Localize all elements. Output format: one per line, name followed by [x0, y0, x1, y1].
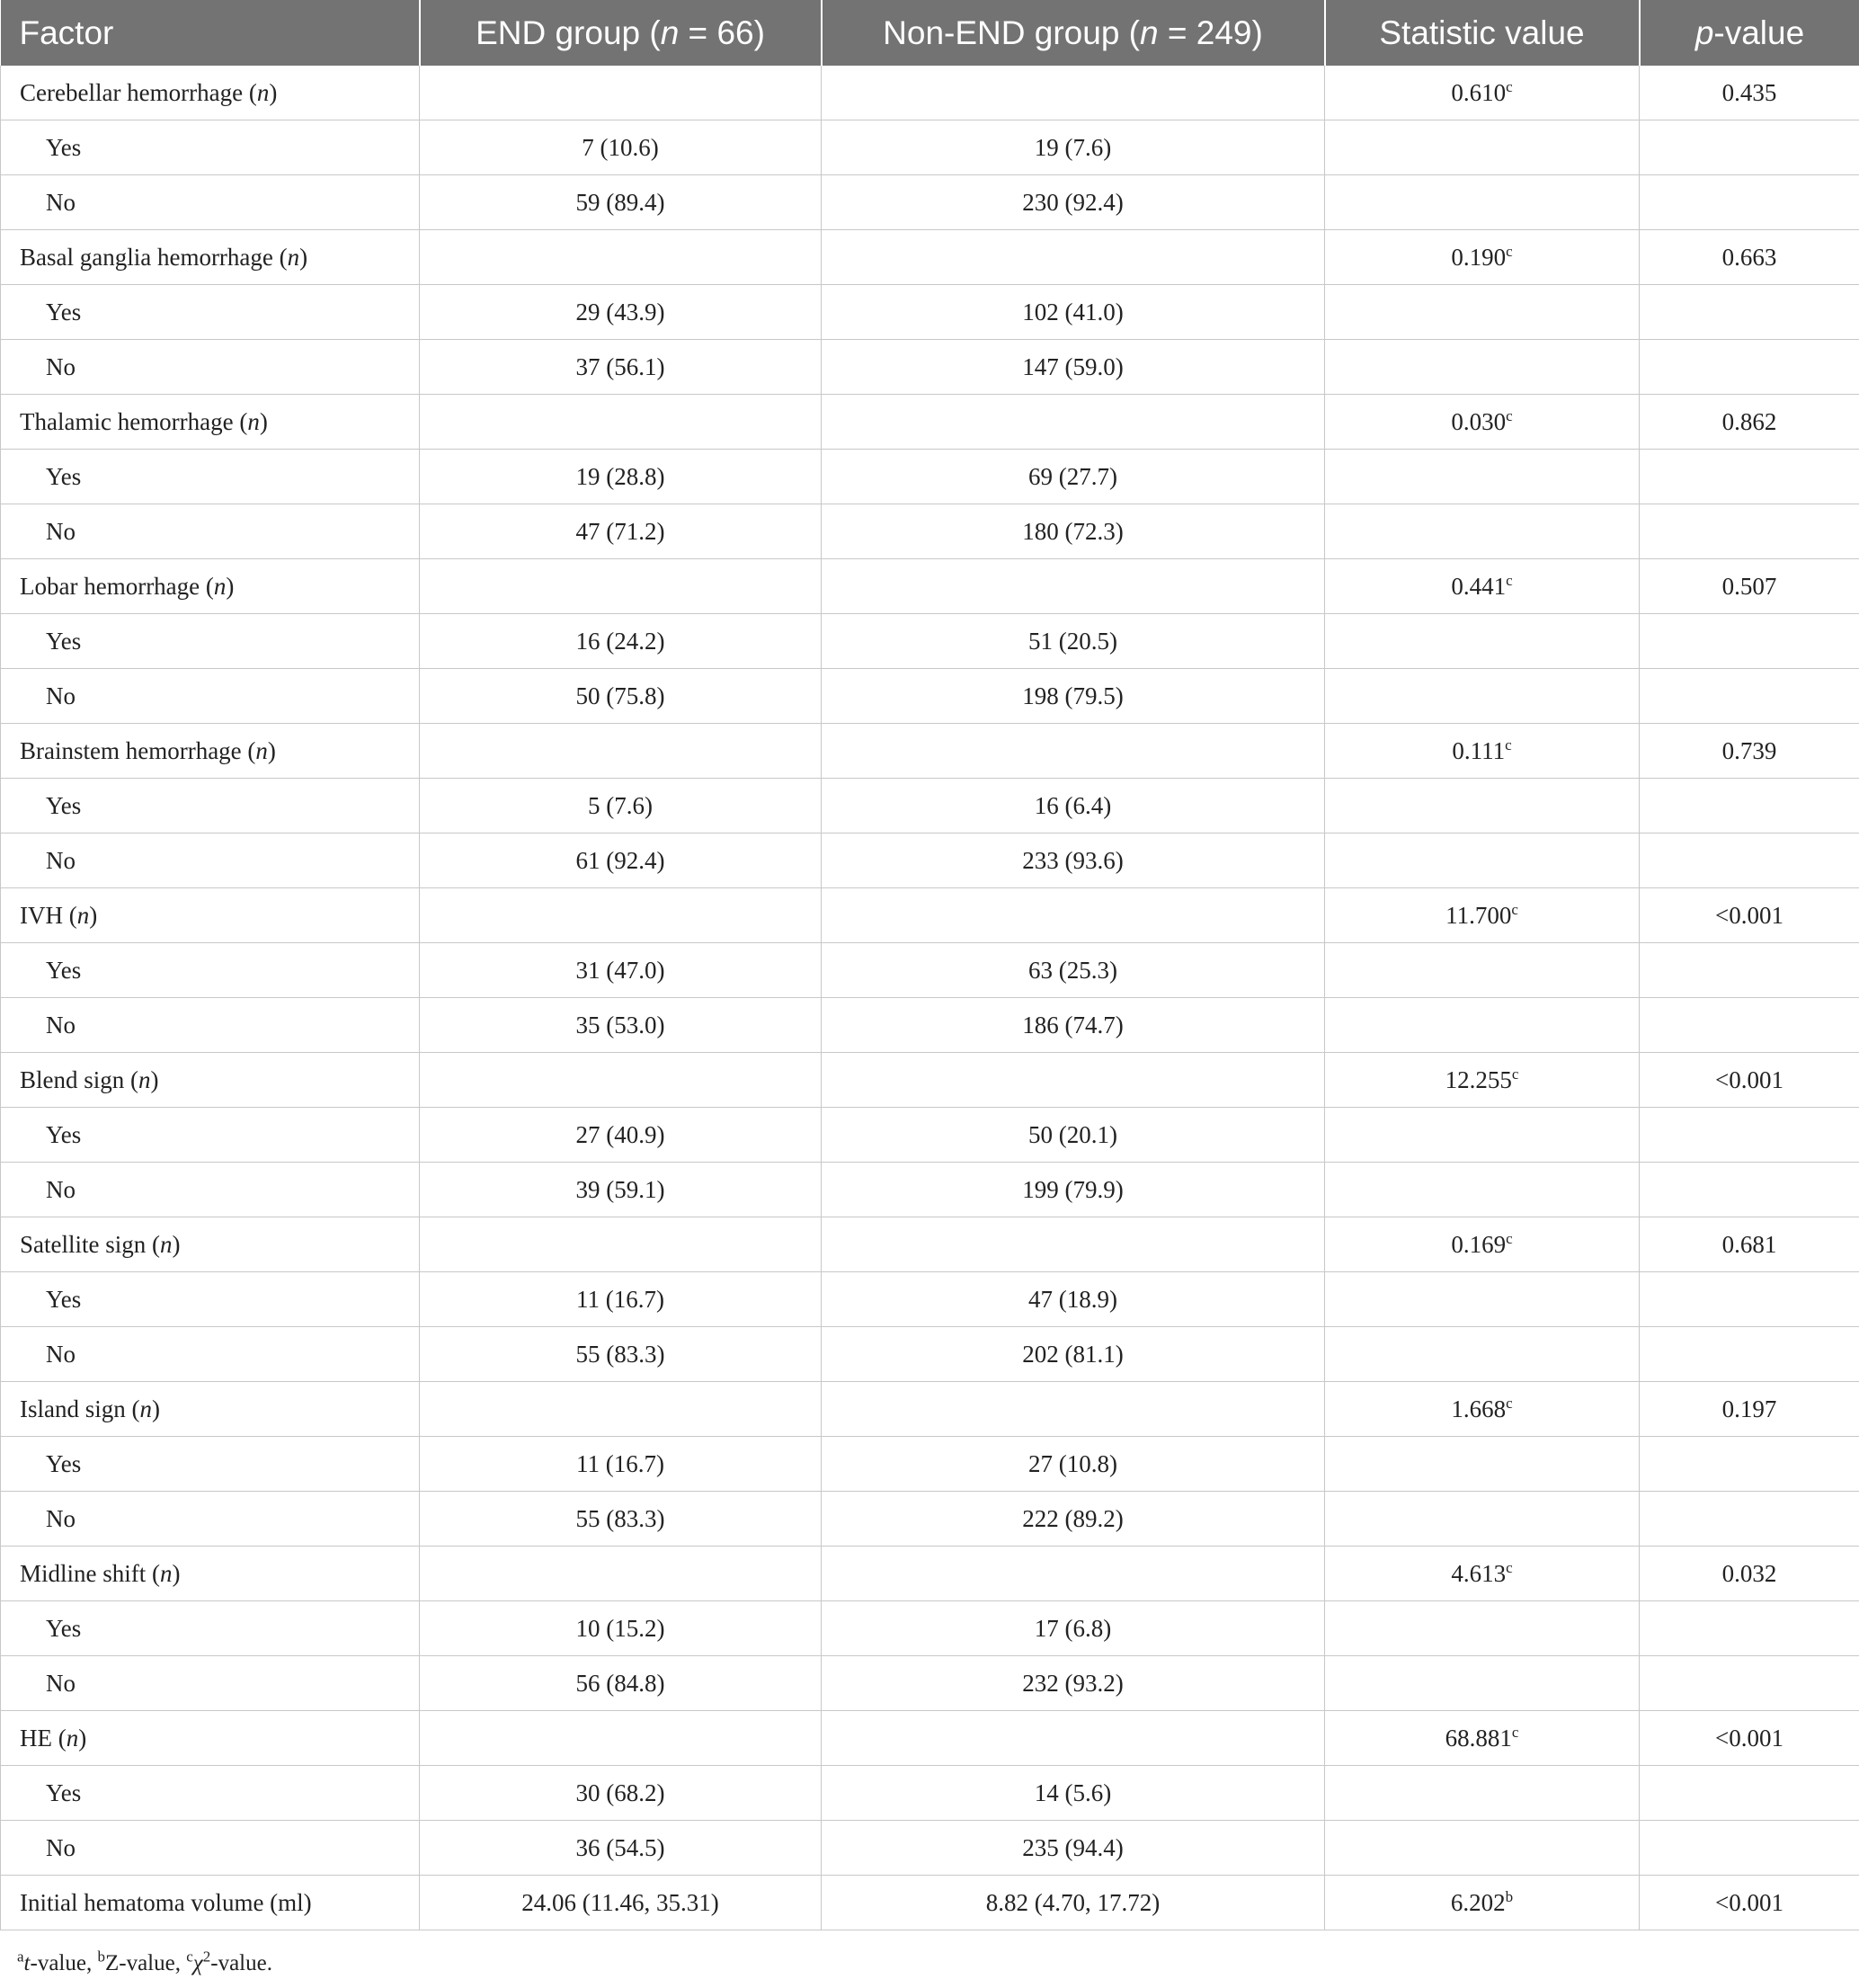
end-cell	[420, 559, 822, 614]
end-cell	[420, 230, 822, 285]
end-cell	[420, 1053, 822, 1108]
table-row	[1, 669, 1859, 724]
factor-label: Midline shift (	[20, 1559, 160, 1587]
factor-n: n	[138, 1065, 151, 1093]
statistic-cell	[1325, 285, 1640, 340]
statistic-cell	[1325, 888, 1640, 943]
factor-n: n	[247, 407, 260, 435]
factor-close: )	[299, 243, 308, 271]
factor-label: Basal ganglia hemorrhage (	[20, 243, 288, 271]
header-nonend-count: = 249)	[1158, 13, 1263, 51]
factor-cell	[1, 1053, 420, 1108]
end-cell: 10 (15.2)	[420, 1601, 822, 1656]
table-row	[1, 1437, 1859, 1492]
statistic-sup: c	[1511, 1065, 1519, 1083]
sub-factor-cell: Yes	[1, 1601, 420, 1656]
sub-factor-cell: No	[1, 1327, 420, 1382]
table-row-group	[1, 230, 1859, 285]
p-value-cell	[1640, 669, 1859, 724]
statistic-cell	[1325, 1766, 1640, 1821]
nonend-cell: 27 (10.8)	[822, 1437, 1325, 1492]
sub-factor-cell: Yes	[1, 614, 420, 669]
header-row	[1, 0, 1859, 66]
p-value-cell: 0.663	[1640, 230, 1859, 285]
statistic-sup: c	[1511, 1723, 1519, 1741]
table-row-hematoma-volume	[1, 1876, 1859, 1930]
p-value-cell: 0.032	[1640, 1547, 1859, 1601]
end-cell: 50 (75.8)	[420, 669, 822, 724]
footnote-a-marker: a	[17, 1948, 24, 1966]
end-cell: 56 (84.8)	[420, 1656, 822, 1711]
end-cell	[420, 1217, 822, 1272]
sub-factor-cell: No	[1, 1656, 420, 1711]
statistic-sup: c	[1506, 1394, 1513, 1412]
end-cell: 7 (10.6)	[420, 120, 822, 175]
statistic-cell	[1325, 1656, 1640, 1711]
factor-cell	[1, 1711, 420, 1766]
factor-label: IVH (	[20, 901, 77, 929]
nonend-cell: 198 (79.5)	[822, 669, 1325, 724]
footnote-t-rest: -value,	[30, 1951, 98, 1975]
table-row	[1, 779, 1859, 834]
sub-factor-cell: Yes	[1, 779, 420, 834]
sub-factor-cell: Yes	[1, 285, 420, 340]
footnote-chi-rest: -value.	[210, 1951, 272, 1975]
p-value-cell	[1640, 285, 1859, 340]
table-row-group	[1, 1547, 1859, 1601]
statistic-value: 68.881	[1445, 1724, 1512, 1752]
statistic-cell	[1325, 834, 1640, 888]
p-value-cell: 0.739	[1640, 724, 1859, 779]
statistic-cell	[1325, 1053, 1640, 1108]
nonend-cell: 186 (74.7)	[822, 998, 1325, 1053]
p-value-cell	[1640, 1601, 1859, 1656]
footnote-t: t	[23, 1951, 31, 1975]
table-row-group	[1, 1382, 1859, 1437]
nonend-cell	[822, 1547, 1325, 1601]
statistic-cell	[1325, 1217, 1640, 1272]
header-end-n: n	[660, 13, 680, 51]
statistic-cell	[1325, 1272, 1640, 1327]
end-cell	[420, 724, 822, 779]
factor-n: n	[159, 1230, 173, 1258]
p-value-cell	[1640, 1108, 1859, 1163]
statistic-sup: c	[1506, 77, 1513, 95]
statistic-cell	[1325, 340, 1640, 395]
nonend-cell: 233 (93.6)	[822, 834, 1325, 888]
table-row	[1, 834, 1859, 888]
statistic-cell	[1325, 1601, 1640, 1656]
header-factor: Factor	[1, 0, 420, 66]
footnote-z-rest: Z-value,	[104, 1951, 187, 1975]
factor-label: HE (	[20, 1724, 67, 1752]
sub-factor-cell: Yes	[1, 1108, 420, 1163]
table-row-group	[1, 66, 1859, 120]
table-row	[1, 614, 1859, 669]
table-row	[1, 450, 1859, 504]
end-cell: 47 (71.2)	[420, 504, 822, 559]
nonend-cell: 50 (20.1)	[822, 1108, 1325, 1163]
nonend-cell: 8.82 (4.70, 17.72)	[822, 1876, 1325, 1930]
p-value-cell: <0.001	[1640, 1876, 1859, 1930]
factor-label: Cerebellar hemorrhage (	[20, 78, 257, 106]
p-value-cell	[1640, 834, 1859, 888]
nonend-cell: 180 (72.3)	[822, 504, 1325, 559]
sub-factor-cell: No	[1, 834, 420, 888]
factor-close: )	[151, 1395, 160, 1422]
factor-cell	[1, 1547, 420, 1601]
statistic-value: 0.111	[1452, 736, 1506, 764]
factor-label: Brainstem hemorrhage (	[20, 736, 256, 764]
end-cell	[420, 1547, 822, 1601]
nonend-cell	[822, 1711, 1325, 1766]
statistic-sup: c	[1506, 406, 1513, 424]
statistic-sup: b	[1505, 1887, 1514, 1905]
nonend-cell	[822, 1053, 1325, 1108]
nonend-cell: 222 (89.2)	[822, 1492, 1325, 1547]
header-statistic: Statistic value	[1325, 0, 1640, 66]
factor-cell	[1, 395, 420, 450]
nonend-cell: 235 (94.4)	[822, 1821, 1325, 1876]
header-p-value	[1640, 0, 1859, 66]
statistic-cell	[1325, 1327, 1640, 1382]
footnote-c-marker: c	[186, 1948, 193, 1966]
p-value-cell: <0.001	[1640, 888, 1859, 943]
statistic-cell	[1325, 1163, 1640, 1217]
p-value-cell	[1640, 943, 1859, 998]
nonend-cell	[822, 1217, 1325, 1272]
statistic-cell	[1325, 395, 1640, 450]
end-cell: 30 (68.2)	[420, 1766, 822, 1821]
nonend-cell	[822, 395, 1325, 450]
nonend-cell: 202 (81.1)	[822, 1327, 1325, 1382]
factor-label: Blend sign (	[20, 1065, 138, 1093]
factor-close: )	[78, 1724, 87, 1752]
statistic-sup: c	[1505, 735, 1512, 753]
factor-close: )	[172, 1230, 181, 1258]
nonend-cell: 47 (18.9)	[822, 1272, 1325, 1327]
table-row-group	[1, 724, 1859, 779]
table-row	[1, 1272, 1859, 1327]
sub-factor-cell: No	[1, 340, 420, 395]
factor-label: Satellite sign (	[20, 1230, 160, 1258]
p-value-cell	[1640, 1272, 1859, 1327]
statistic-cell	[1325, 120, 1640, 175]
p-value-cell	[1640, 120, 1859, 175]
nonend-cell: 63 (25.3)	[822, 943, 1325, 998]
nonend-cell: 232 (93.2)	[822, 1656, 1325, 1711]
end-cell: 16 (24.2)	[420, 614, 822, 669]
p-value-cell	[1640, 340, 1859, 395]
end-cell: 5 (7.6)	[420, 779, 822, 834]
nonend-cell	[822, 66, 1325, 120]
statistic-value: 12.255	[1445, 1065, 1512, 1093]
end-cell	[420, 1382, 822, 1437]
sub-factor-cell: No	[1, 1492, 420, 1547]
nonend-cell: 17 (6.8)	[822, 1601, 1325, 1656]
end-cell: 27 (40.9)	[420, 1108, 822, 1163]
factor-n: n	[255, 736, 268, 764]
end-cell: 55 (83.3)	[420, 1492, 822, 1547]
table-row	[1, 1601, 1859, 1656]
factor-n: n	[287, 243, 300, 271]
sub-factor-cell: Yes	[1, 450, 420, 504]
factor-close: )	[269, 78, 278, 106]
footnote-b-marker: b	[97, 1948, 105, 1966]
statistic-cell	[1325, 614, 1640, 669]
sub-factor-cell: Yes	[1, 1272, 420, 1327]
header-end-count: = 66)	[679, 13, 765, 51]
p-value-cell	[1640, 175, 1859, 230]
end-cell: 55 (83.3)	[420, 1327, 822, 1382]
nonend-cell: 102 (41.0)	[822, 285, 1325, 340]
p-value-cell	[1640, 998, 1859, 1053]
factor-n: n	[213, 572, 227, 600]
statistic-cell	[1325, 559, 1640, 614]
factor-close: )	[150, 1065, 159, 1093]
end-cell: 31 (47.0)	[420, 943, 822, 998]
nonend-cell	[822, 559, 1325, 614]
p-value-cell	[1640, 1766, 1859, 1821]
p-value-cell: <0.001	[1640, 1053, 1859, 1108]
table-body	[1, 66, 1859, 1930]
statistic-cell	[1325, 175, 1640, 230]
table-row	[1, 1821, 1859, 1876]
factor-cell	[1, 66, 420, 120]
p-value-cell: <0.001	[1640, 1711, 1859, 1766]
sub-factor-cell: Yes	[1, 943, 420, 998]
statistic-cell	[1325, 1876, 1640, 1930]
factor-n: n	[76, 901, 90, 929]
table-row-group	[1, 559, 1859, 614]
table-row	[1, 1163, 1859, 1217]
factor-n: n	[256, 78, 270, 106]
nonend-cell: 199 (79.9)	[822, 1163, 1325, 1217]
statistic-cell	[1325, 724, 1640, 779]
table-row	[1, 1492, 1859, 1547]
table-row-group	[1, 888, 1859, 943]
statistic-cell	[1325, 998, 1640, 1053]
sub-factor-cell: No	[1, 504, 420, 559]
factor-cell	[1, 724, 420, 779]
end-cell: 39 (59.1)	[420, 1163, 822, 1217]
nonend-cell: 19 (7.6)	[822, 120, 1325, 175]
p-value-cell	[1640, 450, 1859, 504]
p-value-cell	[1640, 614, 1859, 669]
statistic-cell	[1325, 1711, 1640, 1766]
table-row	[1, 1108, 1859, 1163]
p-value-cell: 0.435	[1640, 66, 1859, 120]
factor-n: n	[66, 1724, 79, 1752]
statistic-value: 1.668	[1451, 1395, 1507, 1422]
statistic-cell	[1325, 779, 1640, 834]
end-cell: 35 (53.0)	[420, 998, 822, 1053]
p-value-cell	[1640, 1821, 1859, 1876]
statistic-sup: c	[1506, 1558, 1513, 1576]
factor-cell	[1, 559, 420, 614]
factor-close: )	[259, 407, 268, 435]
end-cell: 59 (89.4)	[420, 175, 822, 230]
statistic-value: 4.613	[1451, 1559, 1507, 1587]
footnote-chi: χ	[192, 1951, 203, 1975]
nonend-cell: 69 (27.7)	[822, 450, 1325, 504]
table-row	[1, 340, 1859, 395]
factor-cell	[1, 1217, 420, 1272]
end-cell	[420, 395, 822, 450]
statistic-sup: c	[1506, 1229, 1513, 1247]
factor-label: Lobar hemorrhage (	[20, 572, 214, 600]
statistic-cell	[1325, 1437, 1640, 1492]
factor-close: )	[89, 901, 98, 929]
statistic-cell	[1325, 66, 1640, 120]
sub-factor-cell: No	[1, 669, 420, 724]
table-row	[1, 943, 1859, 998]
p-value-cell	[1640, 1656, 1859, 1711]
end-cell: 36 (54.5)	[420, 1821, 822, 1876]
header-p-rest: -value	[1713, 13, 1805, 51]
end-cell: 24.06 (11.46, 35.31)	[420, 1876, 822, 1930]
factor-cell	[1, 888, 420, 943]
statistic-cell	[1325, 1108, 1640, 1163]
statistic-sup: c	[1511, 900, 1518, 918]
sub-factor-cell: No	[1, 1163, 420, 1217]
statistic-cell	[1325, 1821, 1640, 1876]
nonend-cell: 51 (20.5)	[822, 614, 1325, 669]
end-cell	[420, 1711, 822, 1766]
footnote-chi-square: 2	[202, 1948, 211, 1966]
statistic-cell	[1325, 450, 1640, 504]
table-row	[1, 504, 1859, 559]
table-row	[1, 1766, 1859, 1821]
sub-factor-cell: Yes	[1, 1766, 420, 1821]
header-nonend-group	[822, 0, 1325, 66]
end-cell: 11 (16.7)	[420, 1272, 822, 1327]
end-cell: 19 (28.8)	[420, 450, 822, 504]
end-cell: 61 (92.4)	[420, 834, 822, 888]
statistic-value: 6.202	[1450, 1888, 1506, 1916]
p-value-cell: 0.507	[1640, 559, 1859, 614]
p-value-cell	[1640, 779, 1859, 834]
statistic-value: 0.030	[1451, 407, 1507, 435]
statistic-cell	[1325, 1382, 1640, 1437]
nonend-cell: 16 (6.4)	[822, 779, 1325, 834]
statistic-cell	[1325, 504, 1640, 559]
table-row-group	[1, 1711, 1859, 1766]
sub-factor-cell: No	[1, 998, 420, 1053]
header-end-label: END group (	[476, 13, 661, 51]
header-nonend-n: n	[1140, 13, 1159, 51]
factor-cell: Initial hematoma volume (ml)	[1, 1876, 420, 1930]
statistic-cell	[1325, 1492, 1640, 1547]
factor-close: )	[226, 572, 235, 600]
nonend-cell: 14 (5.6)	[822, 1766, 1325, 1821]
table-row-group	[1, 395, 1859, 450]
factor-n: n	[160, 1559, 173, 1587]
header-end-group	[420, 0, 822, 66]
table-row	[1, 120, 1859, 175]
table-row	[1, 1327, 1859, 1382]
sub-factor-cell: Yes	[1, 1437, 420, 1492]
nonend-cell	[822, 888, 1325, 943]
sub-factor-cell: Yes	[1, 120, 420, 175]
nonend-cell: 147 (59.0)	[822, 340, 1325, 395]
end-cell: 11 (16.7)	[420, 1437, 822, 1492]
factor-label: Island sign (	[20, 1395, 140, 1422]
p-value-cell	[1640, 504, 1859, 559]
end-cell	[420, 888, 822, 943]
table-row	[1, 1656, 1859, 1711]
statistic-sup: c	[1506, 242, 1513, 260]
statistic-value: 0.441	[1451, 572, 1507, 600]
statistic-value: 0.169	[1451, 1230, 1507, 1258]
p-value-cell: 0.862	[1640, 395, 1859, 450]
sub-factor-cell: No	[1, 1821, 420, 1876]
statistic-cell	[1325, 943, 1640, 998]
factor-n: n	[139, 1395, 152, 1422]
header-nonend-label: Non-END group (	[883, 13, 1141, 51]
table-footnote	[17, 1948, 272, 1976]
nonend-cell	[822, 1382, 1325, 1437]
table-row-group	[1, 1217, 1859, 1272]
header-p-italic: p	[1694, 13, 1714, 51]
nonend-cell	[822, 724, 1325, 779]
end-cell: 29 (43.9)	[420, 285, 822, 340]
p-value-cell: 0.197	[1640, 1382, 1859, 1437]
table-row	[1, 175, 1859, 230]
p-value-cell	[1640, 1327, 1859, 1382]
statistic-cell	[1325, 669, 1640, 724]
p-value-cell	[1640, 1437, 1859, 1492]
end-cell	[420, 66, 822, 120]
nonend-cell: 230 (92.4)	[822, 175, 1325, 230]
table-row	[1, 998, 1859, 1053]
statistic-value: 0.190	[1451, 243, 1507, 271]
statistic-value: 0.610	[1451, 78, 1507, 106]
sub-factor-cell: No	[1, 175, 420, 230]
table-header	[1, 0, 1859, 66]
statistic-cell	[1325, 230, 1640, 285]
factor-close: )	[267, 736, 276, 764]
statistic-value: 11.700	[1445, 901, 1512, 929]
factor-close: )	[172, 1559, 181, 1587]
statistic-sup: c	[1506, 571, 1513, 589]
statistic-cell	[1325, 1547, 1640, 1601]
p-value-cell: 0.681	[1640, 1217, 1859, 1272]
p-value-cell	[1640, 1163, 1859, 1217]
table-row	[1, 285, 1859, 340]
factor-label: Thalamic hemorrhage (	[20, 407, 248, 435]
end-cell: 37 (56.1)	[420, 340, 822, 395]
factor-cell	[1, 230, 420, 285]
factor-cell	[1, 1382, 420, 1437]
nonend-cell	[822, 230, 1325, 285]
p-value-cell	[1640, 1492, 1859, 1547]
table-row-group	[1, 1053, 1859, 1108]
